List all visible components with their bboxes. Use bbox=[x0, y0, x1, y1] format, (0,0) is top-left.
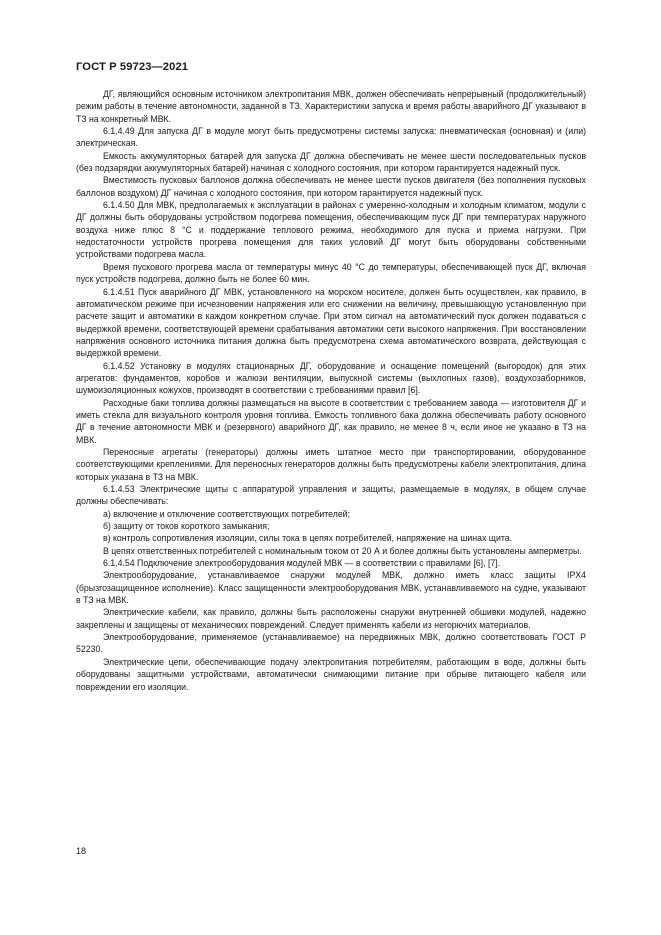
page-number: 18 bbox=[76, 846, 87, 856]
paragraph-6-1-4-51: 6.1.4.51 Пуск аварийного ДГ МВК, установленного на морском носителе, должен быть осуществлен, как правило, в автоматическом режиме при исчезновении напряжения или его снижении на величину, превышающую установленную при расчете защит и автоматики в каждом конкретном случае. При этом сигнал на автоматический пуск должен подаваться с выдержкой времени, соответствующей времени срабатывания автоматики сети высокого напряжения. При восстановлении напряжения основного источника питания должна быть предусмотрена схема автоматического возврата, действующая с выдержкой времени. bbox=[76, 286, 586, 359]
standard-designation: ГОСТ Р 59723—2021 bbox=[76, 61, 189, 73]
paragraph-air-cylinders: Вместимость пусковых баллонов должна обеспечивать не менее шести пусков двигателя (без пополнения пусковых баллонов воздухом) ДГ начиная с холодного состояния, при котором гарантируется надежный пуск. bbox=[76, 175, 586, 198]
list-item-b: б) защиту от токов короткого замыкания; bbox=[103, 521, 270, 532]
paragraph-6-1-4-53: 6.1.4.53 Электрические щиты с аппаратурой управления и защиты, размещаемые в модулях, в общем случае должны обеспечивать: bbox=[76, 484, 586, 507]
paragraph-6-1-4-54: 6.1.4.54 Подключение электрооборудования модулей МВК — в соответствии с правилами [6], [7]. bbox=[103, 558, 501, 569]
paragraph-ipx4-class: Электрооборудование, устанавливаемое снаружи модулей МВК, должно иметь класс защиты IPX4 (брызгозащищенное исполнение). Класс защищенности электрооборудования МВК, устанавливаемого на судне, указывают в ТЗ на МВК. bbox=[76, 570, 586, 606]
paragraph-6-1-4-50: 6.1.4.50 Для МВК, предполагаемых к эксплуатации в районах с умеренно-холодным и холодным климатом, модули с ДГ должны быть оборудованы устройством подогрева помещения, обеспечивающим пуск ДГ при температурах наружного воздуха ниже плюс 8 °С и поддержание теплового режима, необходимого для пуска и приема нагрузки. При недостаточности устройств прогрева помещения для таких условий ДГ могут быть оборудованы собственными устройствами подогрева масла. bbox=[76, 200, 586, 260]
paragraph-portable-generators: Переносные агрегаты (генераторы) должны иметь штатное место при транспортировании, оборудованное соответствующими креплениями. Для переносных генераторов должны быть предусмотрены кабели электропитания, длина которых указана в ТЗ на МВК. bbox=[76, 446, 586, 482]
paragraph-oil-preheat-time: Время пускового прогрева масла от температуры минус 40 °С до температуры, обеспечивающей пуск ДГ, включая пуск устройств подогрева, должно быть не более 60 мин. bbox=[76, 261, 586, 285]
paragraph-ammeters: В цепях ответственных потребителей с номинальным током от 20 А и более должны быть установлены амперметры. bbox=[103, 545, 582, 556]
paragraph-cables: Электрические кабели, как правило, должны быть расположены снаружи внутренней обшивки модулей, надежно закреплены и защищены от механических повреждений. Следует применять кабели из негорючих материалов. bbox=[76, 607, 586, 630]
paragraph-battery-capacity: Емкость аккумуляторных батарей для запуска ДГ должна обеспечивать не менее шести последовательных пусков (без подзарядки аккумуляторных батарей) начиная с холодного состояния, при котором гарантируется надежный пуск. bbox=[76, 150, 586, 174]
list-item-c: в) контроль сопротивления изоляции, силы тока в цепях потребителей, напряжение на шинах щита. bbox=[103, 533, 513, 544]
paragraph-dg-continuous-operation: ДГ, являющийся основным источником электропитания МВК, должен обеспечивать непрерывный (продолжительный) режим работы в течение автономности, заданной в ТЗ. Характеристики запуска и время работы аварийного ДГ указывают в ТЗ на конкретный МВК. bbox=[76, 89, 586, 124]
paragraph-underwater-circuits: Электрические цепи, обеспечивающие подачу электропитания потребителям, работающим в воде, должны быть оборудованы защитными устройствами, автоматически снимающими питание при обрыве питающего кабеля или повреждении его изоляции. bbox=[76, 656, 586, 692]
paragraph-fuel-tanks: Расходные баки топлива должны размещаться на высоте в соответствии с требованием завода — изготовителя ДГ и иметь стекла для визуального контроля уровня топлива. Емкость топливного бака должна обеспечивать работу основного ДГ в течение автономности МВК и (резервного) аварийного ДГ, как правило, не менее 8 ч, если иное не указано в ТЗ на МВК. bbox=[76, 397, 586, 445]
paragraph-6-1-4-49: 6.1.4.49 Для запуска ДГ в модуле могут быть предусмотрены системы запуска: пневматическая (основная) и (или) электрическая. bbox=[76, 126, 586, 149]
list-item-a: а) включение и отключение соответствующих потребителей; bbox=[103, 508, 351, 519]
paragraph-6-1-4-52: 6.1.4.52 Установку в модулях стационарных ДГ, оборудование и оснащение помещений (выгородок) для этих агрегатов: фундаментов, коробов и жалюзи вентиляции, выпускной системы (выхлопных газов), воздухозаборников, шумоизоляционных кожухов, производят в соответствии с требованиями правил [6]. bbox=[76, 360, 586, 396]
document-body bbox=[76, 88, 586, 693]
paragraph-mobile-equipment: Электрооборудование, применяемое (устанавливаемое) на передвижных МВК, должно соответствовать ГОСТ Р 52230. bbox=[76, 632, 586, 655]
